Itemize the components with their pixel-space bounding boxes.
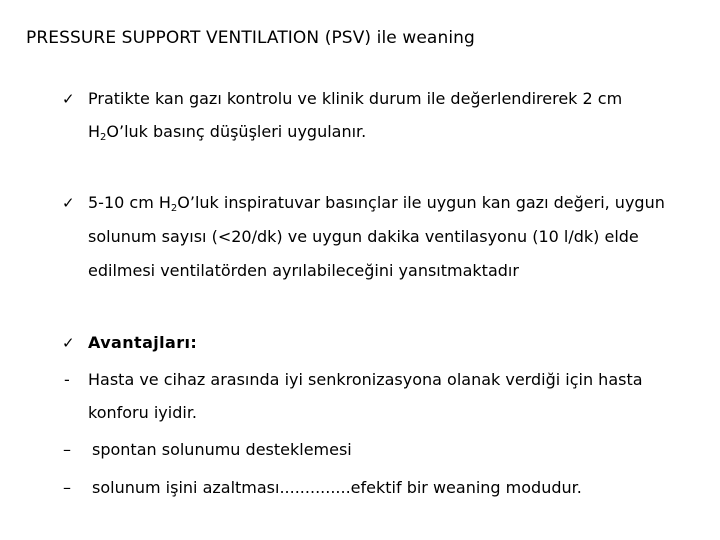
long-dash-marker: – [63,440,71,459]
item-1-line-2: $H_2O’luk$ basınç düşüşleri uygulanır. [88,122,367,143]
sub-item-1-line-1: Hasta ve cihaz arasında iyi senkronizasyona olanak verdiği için hasta [88,370,643,389]
slide-title: PRESSURE SUPPORT VENTILATION (PSV) ile weaning [26,28,475,48]
advantages-label: Avantajları: [88,333,198,352]
sub-item-3-line-1: solunum işini azaltması..............efektif bir weaning modudur. [92,478,582,497]
sub-item-1-line-2: konforu iyidir. [88,403,198,422]
check-icon: ✓ [62,90,75,108]
item-2-line-3: edilmesi ventilatörden ayrılabileceğini yansıtmaktadır [88,261,519,280]
check-icon: ✓ [62,194,75,212]
dash-marker: - [64,370,70,389]
long-dash-marker: – [63,478,71,497]
item-2-line-1: 5-10 cm $H_2O’luk$ inspiratuvar basınçlar ile uygun kan gazı değeri, uygun [88,193,665,214]
sub-item-2-line-1: spontan solunumu desteklemesi [92,440,352,459]
item-2-line-2: solunum sayısı (<20/dk) ve uygun dakika ventilasyonu (10 l/dk) elde [88,227,639,246]
item-1-line-1: Pratikte kan gazı kontrolu ve klinik durum ile değerlendirerek 2 cm [88,89,623,108]
check-icon: ✓ [62,334,75,352]
